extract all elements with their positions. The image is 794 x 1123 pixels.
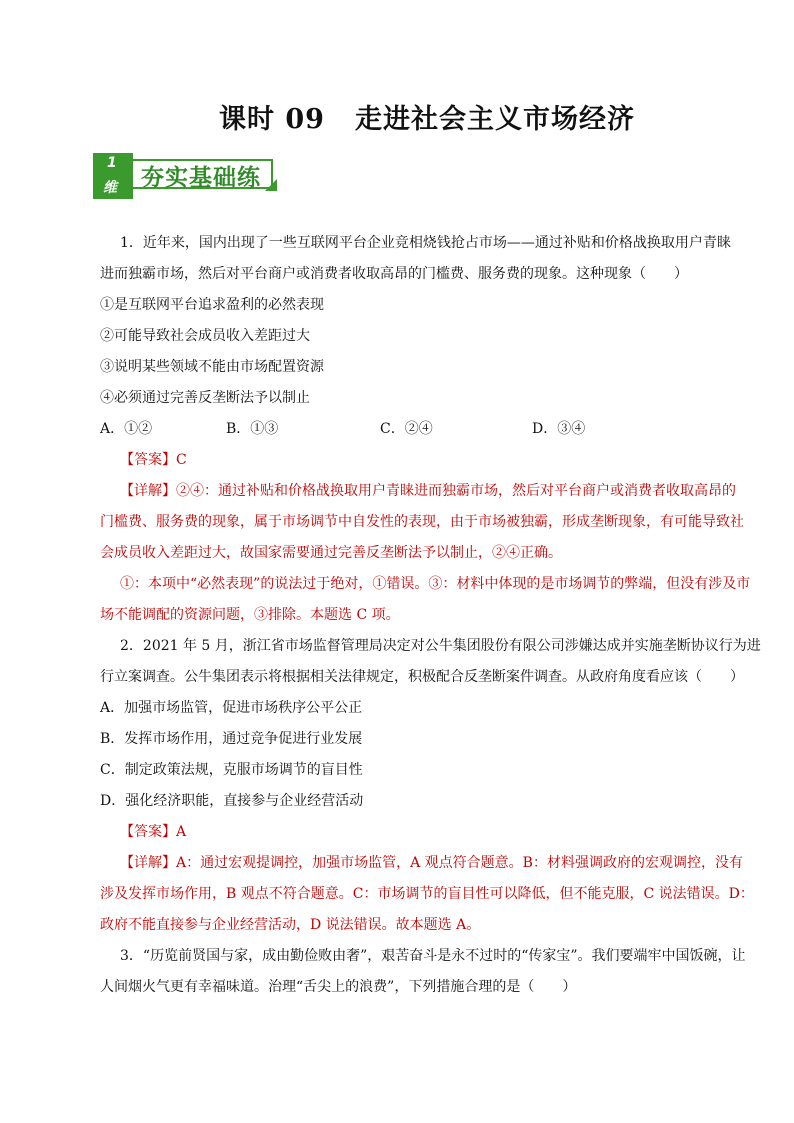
q1-detail-line4: ①：本项中“必然表现”的说法过于绝对，①错误。③：材料中体现的是市场调节的弊端，但没有涉及市 [120, 576, 751, 592]
q1-answer [100, 445, 722, 476]
q2-option-a: A．加强市场监管，促进市场秩序公平公正 [100, 700, 363, 716]
q1-statement-1: ①是互联网平台追求盈利的必然表现 [100, 297, 324, 313]
q2-detail-line1 [100, 848, 743, 879]
q2-detail-line3: 政府不能直接参与企业经营活动，D 说法错误。故本题选 A。 [100, 917, 481, 933]
q1-detail-line3: 会成员收入差距过大，故国家需要通过完善反垄断法予以制止，②④正确。 [100, 545, 562, 561]
q2-stem-line2: 行立案调查。公牛集团表示将根据相关法律规定，积极配合反垄断案件调查。从政府角度看应该（ ） [100, 669, 744, 685]
lesson-topic: 走进社会主义市场经济 [354, 104, 635, 135]
q3-stem-line1: 3．“历览前贤国与家，成由勤俭败由奢”，艰苦奋斗是永不过时的“传家宝”。我们要端牢中国饭碗，让 [120, 948, 746, 964]
q1-answer-tag: 【答案】 [120, 452, 176, 468]
q1-statement-2: ②可能导致社会成员收入差距过大 [100, 328, 310, 344]
section-badge [93, 153, 283, 199]
badge-label: 夯实基础练 [141, 165, 261, 191]
q1-stem-line2: 进而独霸市场，然后对平台商户或消费者收取高昂的门槛费、服务费的现象。这种现象（ ） [100, 266, 688, 282]
badge-number: 1 [107, 155, 117, 171]
q1-detail-tag: 【详解】 [120, 483, 176, 499]
q1-detail-line1 [100, 476, 736, 507]
q1-detail-line2: 门槛费、服务费的现象，属于市场调节中自发性的表现，由于市场被独霸，形成垄断现象，有可能导致社 [100, 514, 744, 530]
q2-detail-text1: A：通过宏观提调控，加强市场监管，A 观点符合题意。B：材料强调政府的宏观调控，没有 [176, 855, 743, 871]
badge-tab [93, 153, 133, 199]
q1-detail-line5: 场不能调配的资源问题，③排除。本题选 C 项。 [100, 607, 400, 623]
q1-option-d: D．③④ [532, 421, 586, 437]
q2-answer-tag: 【答案】 [120, 824, 176, 840]
q1-stem-line1: 1．近年来，国内出现了一些互联网平台企业竞相烧钱抢占市场——通过补贴和价格战换取用户青睐 [120, 235, 731, 251]
q1-statement-3: ③说明某些领域不能由市场配置资源 [100, 359, 324, 375]
q2-option-c: C．制定政策法规，克服市场调节的盲目性 [100, 762, 363, 778]
q3-stem-line2: 人间烟火气更有幸福味道。治理“舌尖上的浪费”，下列措施合理的是（ ） [100, 979, 577, 995]
q2-option-d: D．强化经济职能，直接参与企业经营活动 [100, 793, 364, 809]
q1-option-a: A．①② [100, 421, 153, 437]
q1-detail-text1: ②④：通过补贴和价格战换取用户青睐进而独霸市场，然后对平台商户或消费者收取高昂的 [176, 483, 736, 499]
q2-detail-line2: 涉及发挥市场作用，B 观点不符合题意。C：市场调节的盲目性可以降低，但不能克服，C 说法错误。D： [100, 886, 754, 902]
q2-detail-tag: 【详解】 [120, 855, 176, 871]
badge-corner [265, 179, 277, 191]
q1-option-b: B．①③ [226, 421, 279, 437]
q2-answer-value: A [176, 824, 187, 840]
q1-answer-value: C [176, 452, 187, 468]
page-title [0, 97, 794, 136]
q1-statement-4: ④必须通过完善反垄断法予以制止 [100, 390, 310, 406]
q2-answer [100, 817, 722, 848]
lesson-number: 课时 09 [219, 104, 325, 135]
q2-stem-line1: 2．2021 年 5 月，浙江省市场监督管理局决定对公牛集团股份有限公司涉嫌达成并实施垄断协议行为进 [120, 638, 761, 654]
q1-option-c: C．②④ [380, 421, 433, 437]
q2-option-b: B．发挥市场作用，通过竞争促进行业发展 [100, 731, 363, 747]
badge-dimension: 维 [103, 180, 117, 196]
